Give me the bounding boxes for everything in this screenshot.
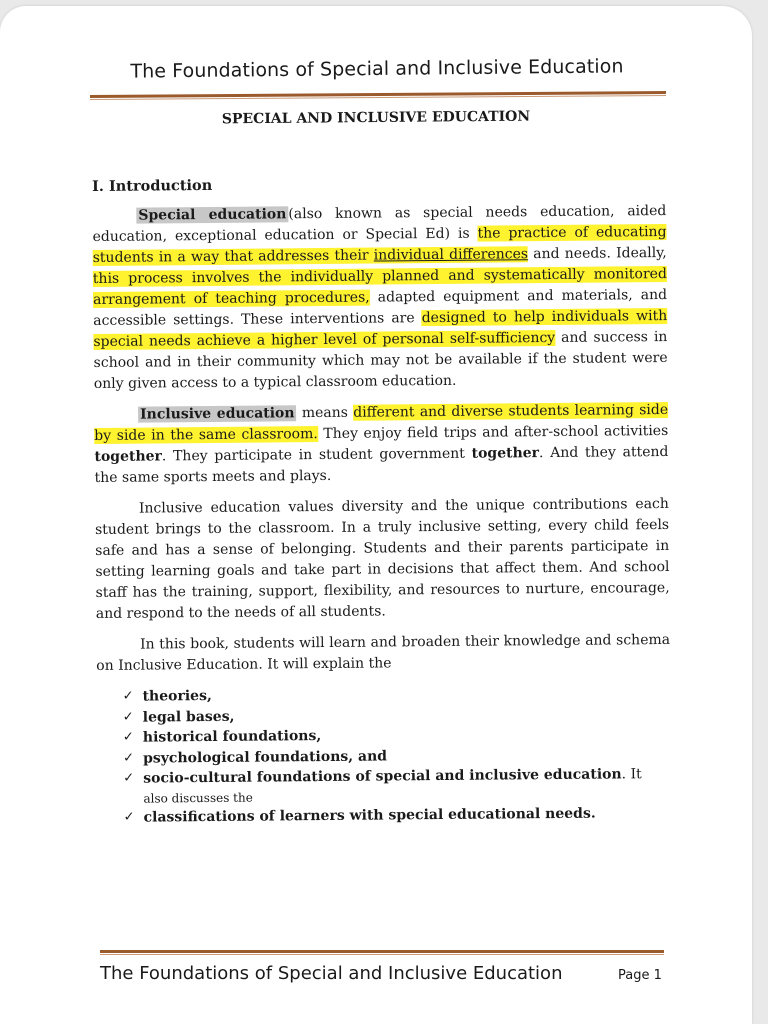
- p1-text-4: and success in school and in their community which may not be available if the student were only given access to a typical classroom education.: [93, 328, 668, 392]
- p2-text-1: means: [296, 404, 354, 422]
- p1-highlight-3: designed to help individuals with special needs achieve a higher level of personal self-sufficiency: [93, 307, 668, 350]
- page-number: Page 1: [618, 968, 662, 983]
- document-title: SPECIAL AND INCLUSIVE EDUCATION: [221, 108, 531, 128]
- p1-highlight-1: the practice of educating students in a way that addresses their: [92, 223, 667, 266]
- p2-text-3: . They participate in student government: [161, 445, 472, 465]
- p1-text-1: (also known as special needs education, aided education, exceptional education or Special Ed) is: [92, 202, 667, 245]
- p1-highlight-2: this process involves the individually planned and systematically monitored arrangement of teaching procedures,: [92, 265, 667, 308]
- p2-text-4: . And they attend the same sports meets and plays.: [94, 443, 669, 486]
- list-item-text: socio-cultural foundations of special and inclusive education: [143, 766, 622, 787]
- section-heading: I. Introduction: [92, 176, 213, 195]
- paragraph-inclusive-education: [94, 400, 669, 489]
- document-page: [0, 6, 752, 1024]
- list-item: ✓ theories,: [122, 682, 670, 707]
- list-item-trailing-text: . It: [621, 766, 642, 783]
- list-item: ✓ historical foundations,: [123, 723, 671, 748]
- p2-text-2: They enjoy field trips and after-school activities: [317, 422, 669, 443]
- footer-rule: [100, 950, 664, 953]
- body-content: [92, 171, 672, 828]
- running-header: The Foundations of Special and Inclusive Education: [130, 55, 624, 83]
- p1-highlight-underlined: individual differences: [373, 246, 529, 264]
- p2-bold-1: together: [94, 448, 162, 465]
- topics-list: [122, 682, 671, 828]
- term-special-education: Special education: [138, 206, 287, 224]
- paragraph-diversity: Inclusive education values diversity and the unique contributions each student brings to the classroom. In a truly inclusive setting, every child feels safe and has a sense of belonging. Students and their parents participate in setting learning goals and take part in decisions that affect them. And school staff has the training, support, flexibility, and resources to nurture, encourage, and respond to the needs of all students.: [95, 495, 670, 622]
- running-footer: The Foundations of Special and Inclusive Education: [100, 963, 563, 984]
- list-item: ✓ legal bases,: [123, 702, 671, 727]
- p2-highlight-1: different and diverse students learning side by side in the same classroom.: [94, 401, 669, 444]
- paragraph-special-education: [92, 201, 668, 395]
- term-inclusive-education: Inclusive education: [140, 405, 295, 423]
- p2-bold-2: together: [471, 445, 540, 462]
- p1-text-2: and needs. Ideally,: [527, 244, 667, 263]
- list-item: ✓ classifications of learners with special educational needs.: [124, 802, 672, 827]
- p1-text-3: adapted equipment and materials, and accessible settings. These interventions are: [93, 286, 668, 329]
- list-item: [123, 764, 671, 807]
- list-item: ✓ psychological foundations, and: [123, 743, 671, 768]
- list-note: also discusses the: [143, 790, 253, 806]
- paragraph-this-book: In this book, students will learn and broaden their knowledge and schema on Inclusive Education. It will explain the: [96, 631, 671, 674]
- header-rule: [90, 91, 666, 98]
